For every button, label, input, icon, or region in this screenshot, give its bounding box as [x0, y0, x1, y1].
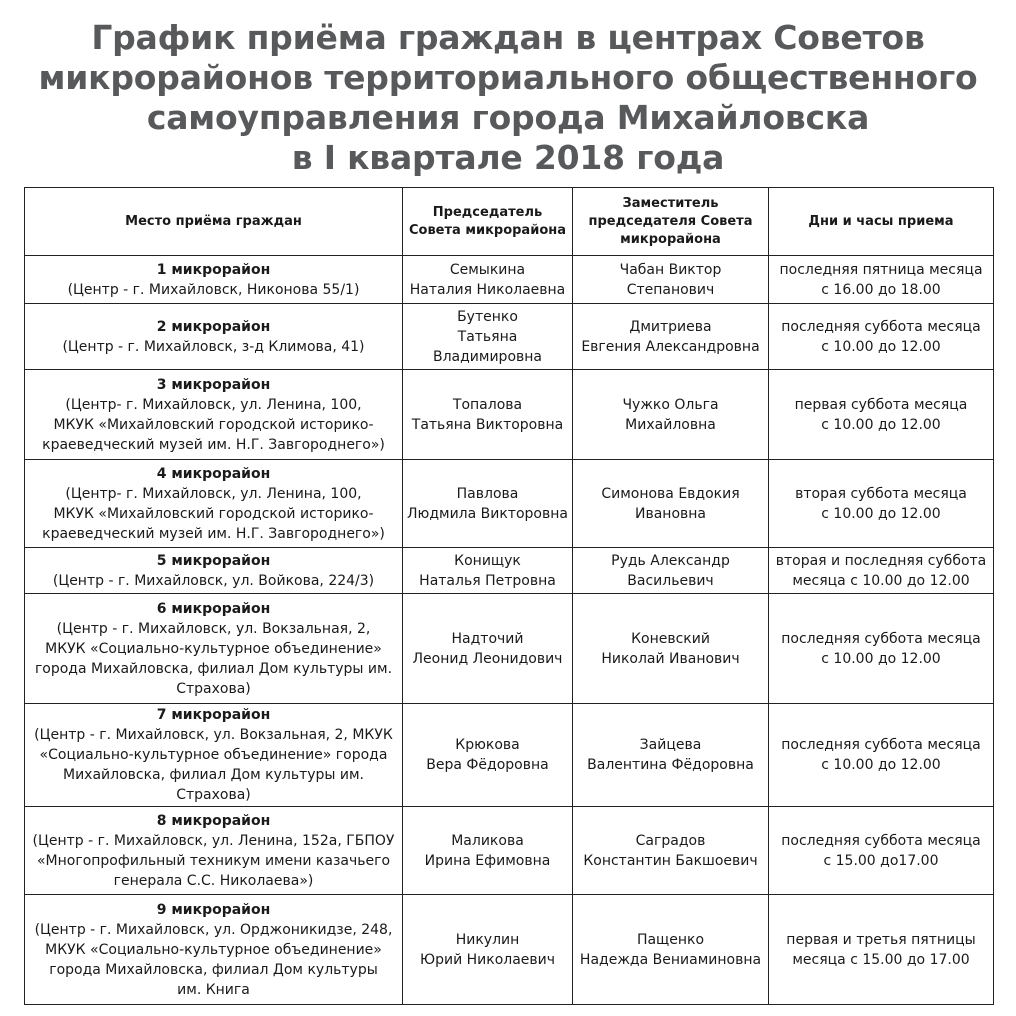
district-name: 9 микрорайон — [156, 901, 271, 918]
hours-cell: вторая и последняя суббота месяца с 10.00 до 12.00 — [769, 548, 994, 594]
district-name: 7 микрорайон — [156, 707, 271, 723]
place-cell — [25, 256, 403, 304]
district-address: (Центр - г. Михайловск, ул. Орджоникидзе, 248, МКУК «Социально-культурное объединение» города Михайловска, филиал Дом культуры им. Книга — [34, 921, 393, 998]
title-line-2: микрорайонов территориального общественного — [38, 58, 978, 97]
place-cell — [25, 895, 403, 1005]
hours-cell: вторая суббота месяца с 10.00 до 12.00 — [769, 460, 994, 548]
chair-cell: Никулин Юрий Николаевич — [403, 895, 573, 1005]
deputy-cell: Чужко Ольга Михайловна — [573, 370, 769, 460]
place-cell — [25, 548, 403, 594]
place-cell — [25, 594, 403, 704]
chair-cell: Павлова Людмила Викторовна — [403, 460, 573, 548]
table-row — [25, 256, 994, 304]
district-name: 2 микрорайон — [156, 318, 271, 335]
district-name: 1 микрорайон — [156, 261, 271, 278]
district-address: (Центр- г. Михайловск, ул. Ленина, 100, МКУК «Михайловский городской историко- краеведческий музей им. Н.Г. Завгороднего») — [42, 485, 385, 542]
place-cell — [25, 704, 403, 807]
hours-cell: первая и третья пятницы месяца с 15.00 до 17.00 — [769, 895, 994, 1005]
district-address: (Центр - г. Михайловск, ул. Вокзальная, 2, МКУК «Социально-культурное объединение» города Михайловска, филиал Дом культуры им. Страхова) — [34, 620, 393, 697]
place-cell — [25, 460, 403, 548]
table-row — [25, 807, 994, 895]
district-address: (Центр - г. Михайловск, ул. Ленина, 152а, ГБПОУ «Многопрофильный техникум имени казачьего генерала С.С. Николаева») — [32, 832, 395, 889]
table-row — [25, 548, 994, 594]
hours-cell: последняя суббота месяца с 10.00 до 12.00 — [769, 594, 994, 704]
deputy-cell: Рудь Александр Васильевич — [573, 548, 769, 594]
chair-cell: Семыкина Наталия Николаевна — [403, 256, 573, 304]
hours-cell: последняя суббота месяца с 10.00 до 12.00 — [769, 304, 994, 370]
district-address: (Центр- г. Михайловск, ул. Ленина, 100, МКУК «Михайловский городской историко- краеведческий музей им. Н.Г. Завгороднего») — [42, 396, 385, 453]
hours-cell: последняя суббота месяца с 10.00 до 12.00 — [769, 704, 994, 807]
header-hours: Дни и часы приема — [769, 188, 994, 256]
deputy-cell: Саградов Константин Бакшоевич — [573, 807, 769, 895]
hours-cell: последняя пятница месяца с 16.00 до 18.00 — [769, 256, 994, 304]
schedule-table — [24, 187, 994, 1005]
table-row — [25, 304, 994, 370]
deputy-cell: Дмитриева Евгения Александровна — [573, 304, 769, 370]
header-deputy: Заместитель председателя Совета микрорайона — [573, 188, 769, 256]
chair-cell: Маликова Ирина Ефимовна — [403, 807, 573, 895]
district-name: 6 микрорайон — [156, 600, 271, 617]
title-line-3: самоуправления города Михайловска — [146, 98, 870, 137]
chair-cell: Надточий Леонид Леонидович — [403, 594, 573, 704]
district-address: (Центр - г. Михайловск, Никонова 55/1) — [67, 281, 360, 298]
table-row — [25, 704, 994, 807]
chair-cell: Бутенко Татьяна Владимировна — [403, 304, 573, 370]
table-header-row — [25, 188, 994, 256]
table-row — [25, 895, 994, 1005]
deputy-cell: Коневский Николай Иванович — [573, 594, 769, 704]
page-title — [0, 18, 1016, 178]
place-cell — [25, 370, 403, 460]
district-address: (Центр - г. Михайловск, ул. Вокзальная, 2, МКУК «Социально-культурное объединение» города Михайловска, филиал Дом культуры им. Страхова) — [34, 727, 393, 803]
deputy-cell: Пащенко Надежда Вениаминовна — [573, 895, 769, 1005]
deputy-cell: Зайцева Валентина Фёдоровна — [573, 704, 769, 807]
chair-cell: Крюкова Вера Фёдоровна — [403, 704, 573, 807]
chair-cell: Топалова Татьяна Викторовна — [403, 370, 573, 460]
district-name: 8 микрорайон — [156, 812, 271, 829]
hours-cell: последняя суббота месяца с 15.00 до17.00 — [769, 807, 994, 895]
header-chair: Председатель Совета микрорайона — [403, 188, 573, 256]
table-row — [25, 460, 994, 548]
title-line-4: в I квартале 2018 года — [291, 138, 725, 177]
district-name: 3 микрорайон — [156, 376, 271, 393]
district-address: (Центр - г. Михайловск, ул. Войкова, 224/3) — [52, 572, 375, 589]
chair-cell: Конищук Наталья Петровна — [403, 548, 573, 594]
hours-cell: первая суббота месяца с 10.00 до 12.00 — [769, 370, 994, 460]
deputy-cell: Симонова Евдокия Ивановна — [573, 460, 769, 548]
header-place: Место приёма граждан — [25, 188, 403, 256]
place-cell — [25, 807, 403, 895]
table-row — [25, 594, 994, 704]
title-line-1: График приёма граждан в центрах Советов — [91, 18, 925, 57]
deputy-cell: Чабан Виктор Степанович — [573, 256, 769, 304]
district-address: (Центр - г. Михайловск, з-д Климова, 41) — [62, 338, 365, 355]
table-row — [25, 370, 994, 460]
place-cell — [25, 304, 403, 370]
district-name: 5 микрорайон — [156, 552, 271, 569]
district-name: 4 микрорайон — [156, 465, 271, 482]
